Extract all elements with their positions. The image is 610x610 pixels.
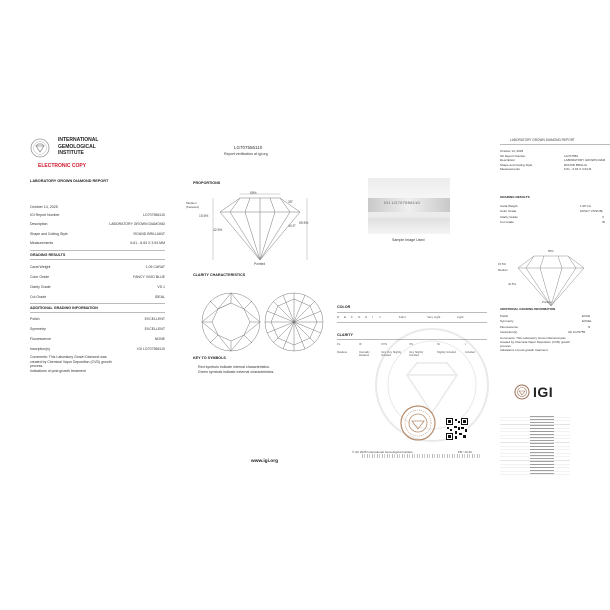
clarity-scale-heading: CLARITY bbox=[337, 333, 353, 337]
clarity-plot-crown bbox=[200, 291, 262, 358]
inscription-sample: IGI LG707556110 bbox=[384, 200, 421, 205]
comments-block: Comments: This Laboratory Grown Diamond was created by Chemical Vapor Deposition (CVD) growth process. Indications of post-growth treatment bbox=[30, 355, 112, 373]
right-table-label: 55% bbox=[548, 249, 554, 253]
sample-caption: Sample Image Used bbox=[392, 238, 425, 242]
right-culet-label: Pointed bbox=[542, 300, 552, 304]
right-grading-labels: Carat Weight Color Grade Clarity Grade Cut Grade bbox=[500, 204, 518, 224]
right-depth-label: 42.5% bbox=[508, 282, 516, 286]
report-date: October 14, 2025 bbox=[30, 205, 58, 209]
igi-logo-emblem-icon bbox=[514, 384, 530, 400]
right-panel-title: LABORATORY GROWN DIAMOND REPORT bbox=[510, 138, 575, 142]
right-panel bbox=[492, 132, 610, 482]
report-title: LABORATORY GROWN DIAMOND REPORT bbox=[30, 179, 109, 183]
electronic-copy-label: ELECTRONIC COPY bbox=[38, 163, 87, 169]
key-to-symbols-heading: KEY TO SYMBOLS bbox=[193, 356, 226, 360]
igi-logo-text: IGI bbox=[533, 384, 554, 400]
additional-row: Symmetry EXCELLENT bbox=[30, 327, 165, 331]
igi-seal-stamp-icon bbox=[400, 405, 436, 446]
key-lines: Red symbols indicate internal characteristics. Green symbols indicate external characteristics. bbox=[198, 365, 275, 374]
right-girdle-label: Medium bbox=[498, 268, 508, 272]
additional-grading-heading: ADDITIONAL GRADING INFORMATION bbox=[30, 306, 98, 310]
field-row: IGI Report Number LG707556110 bbox=[30, 213, 165, 217]
color-scale: D E F G H I J Faint Very Light Light bbox=[337, 315, 464, 319]
right-grading-values: 1.05 CA FANCY VIVID BL V ID bbox=[580, 204, 605, 224]
crown-angle-label: 35° bbox=[288, 200, 293, 204]
right-additional-labels: Polish Symmetry Fluorescence Inscription(s) bbox=[500, 314, 519, 334]
additional-row: Inscription(s) IGI LG707556110 bbox=[30, 347, 165, 351]
right-proportions-diagram bbox=[506, 250, 596, 315]
depth-label: 59.5% bbox=[299, 221, 309, 225]
grading-row: Cut Grade IDEAL bbox=[30, 295, 165, 299]
girdle-label: Medium (Faceted) bbox=[186, 201, 199, 209]
pavilion-depth-label: 42.5% bbox=[213, 228, 223, 232]
report-number-header: LG707556110 bbox=[234, 145, 263, 150]
website-label: www.igi.org bbox=[251, 459, 279, 464]
right-grading-heading: GRADING RESULTS bbox=[500, 195, 530, 199]
lower-data-table-2 bbox=[530, 414, 554, 476]
clarity-scale-grades: FL IF VVS VS SI I bbox=[337, 342, 466, 346]
additional-row: Fluorescence NONE bbox=[30, 337, 165, 341]
crown-height-label: 15.5% bbox=[199, 214, 209, 218]
clarity-characteristics-heading: CLARITY CHARACTERISTICS bbox=[193, 273, 246, 277]
sample-image bbox=[368, 178, 450, 234]
additional-row: Polish EXCELLENT bbox=[30, 317, 165, 321]
field-row: Description LABORATORY GROWN DIAMOND bbox=[30, 222, 165, 226]
right-additional-heading: ADDITIONAL GRADING INFORMATION bbox=[500, 307, 556, 311]
qr-code bbox=[446, 418, 468, 445]
grading-results-heading: GRADING RESULTS bbox=[30, 253, 66, 257]
grading-row: Color Grade FANCY VIVID BLUE bbox=[30, 275, 165, 279]
right-values: LG707556 LABORATORY GROWN DIAM ROUND BRILLIA 6.61 - 6.63 X 3.94 M bbox=[564, 154, 606, 172]
right-additional-values: EXCE EXCEL N IGI LG70755 bbox=[568, 314, 592, 334]
right-date: October 14, 2025 bbox=[500, 149, 524, 153]
field-row: Shape and Cutting Style ROUND BRILLIANT bbox=[30, 232, 165, 236]
footer-code: FB / 10 20 bbox=[458, 450, 472, 454]
grading-row: Carat Weight 1.05 CARAT bbox=[30, 265, 165, 269]
clarity-plot-pavilion bbox=[263, 291, 325, 358]
color-scale-heading: COLOR bbox=[337, 305, 351, 309]
pavilion-angle-label: 40.9° bbox=[288, 224, 296, 228]
grading-row: Clarity Grade VS 1 bbox=[30, 285, 165, 289]
culet-label: Pointed bbox=[254, 262, 266, 266]
barcode-strip bbox=[362, 454, 482, 458]
institute-name: INTERNATIONAL GEMOLOGICAL INSTITUTE bbox=[58, 137, 99, 156]
report-verification: Report verification at igi.org bbox=[224, 152, 268, 156]
copyright-line: © IGI 2025 International Gemological Institute bbox=[352, 450, 413, 454]
field-row: Measurements 6.61 - 6.63 X 3.94 MM bbox=[30, 241, 165, 245]
right-crown-height-label: 15.5% bbox=[498, 262, 506, 266]
clarity-scale-descriptions: Flawless Internally Flawless Very Very Slightly Included Very Slightly Included Slightly Included Included bbox=[337, 351, 475, 357]
igi-seal-icon bbox=[30, 138, 50, 163]
right-labels: IGI Report Number Description Shape and Cutting Style Measurements bbox=[500, 154, 533, 172]
table-percent-label: 55% bbox=[250, 191, 257, 195]
proportions-heading: PROPORTIONS bbox=[193, 181, 221, 185]
right-comments: Comments: This Laboratory Grown Diamond was created by Chemical Vapor Deposition (CVD) growth process. Indications of post-growth treatment bbox=[500, 336, 570, 352]
